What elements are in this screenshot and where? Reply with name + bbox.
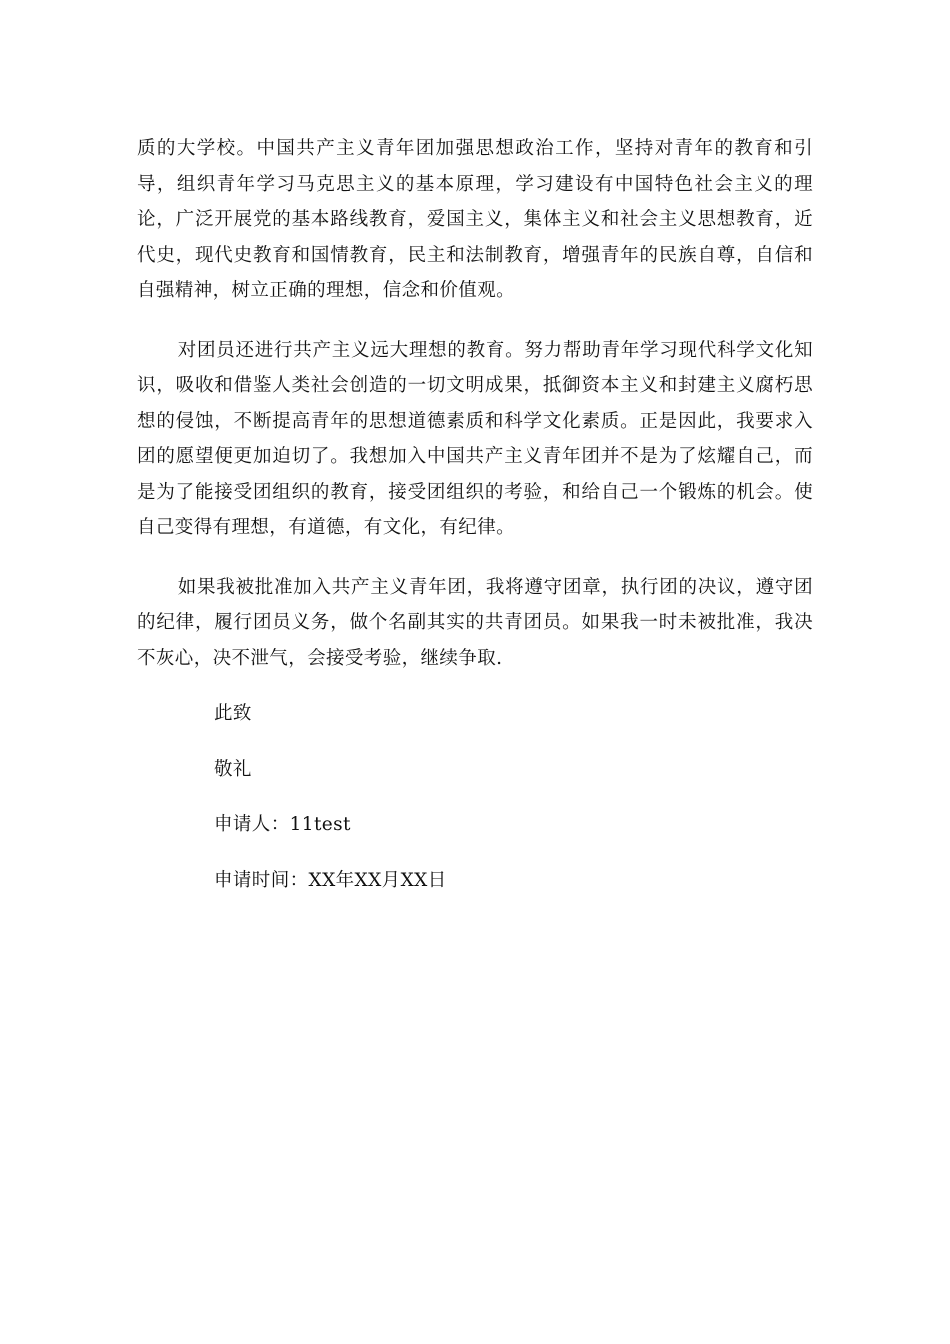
applicant-name: 申请人：11test xyxy=(214,814,351,835)
closing-regards: 敬礼 xyxy=(214,758,252,780)
paragraph-continuation: 质的大学校。中国共产主义青年团加强思想政治工作，坚持对青年的教育和引导，组织青年学习马克思主义的基本原理，学习建设有中国特色社会主义的理论，广泛开展党的基本路线教育，爱国主义，集体主义和社会主义思想教育，近代史，现代史教育和国情教育，民主和法制教育，增强青年的民族自尊，自信和自强精神，树立正确的理想，信念和价值观。 xyxy=(137,138,813,301)
paragraph-ideals-education: 对团员还进行共产主义远大理想的教育。努力帮助青年学习现代科学文化知识，吸收和借鉴人类社会创造的一切文明成果，抵御资本主义和封建主义腐朽思想的侵蚀，不断提高青年的思想道德素质和科学文化素质。正是因此，我要求入团的愿望便更加迫切了。我想加入中国共产主义青年团并不是为了炫耀自己，而是为了能接受团组织的教育，接受团组织的考验，和给自己一个锻炼的机会。使自己变得有理想，有道德，有文化，有纪律。 xyxy=(137,339,813,538)
closing-salutation: 此致 xyxy=(214,703,252,724)
document-body xyxy=(137,131,813,898)
application-date: 申请时间：XX年XX月XX日 xyxy=(214,869,447,891)
paragraph-commitment: 如果我被批准加入共产主义青年团，我将遵守团章，执行团的决议，遵守团的纪律，履行团员义务，做个名副其实的共青团员。如果我一时未被批准，我决不灰心，决不泄气，会接受考验，继续争取. xyxy=(137,576,813,669)
